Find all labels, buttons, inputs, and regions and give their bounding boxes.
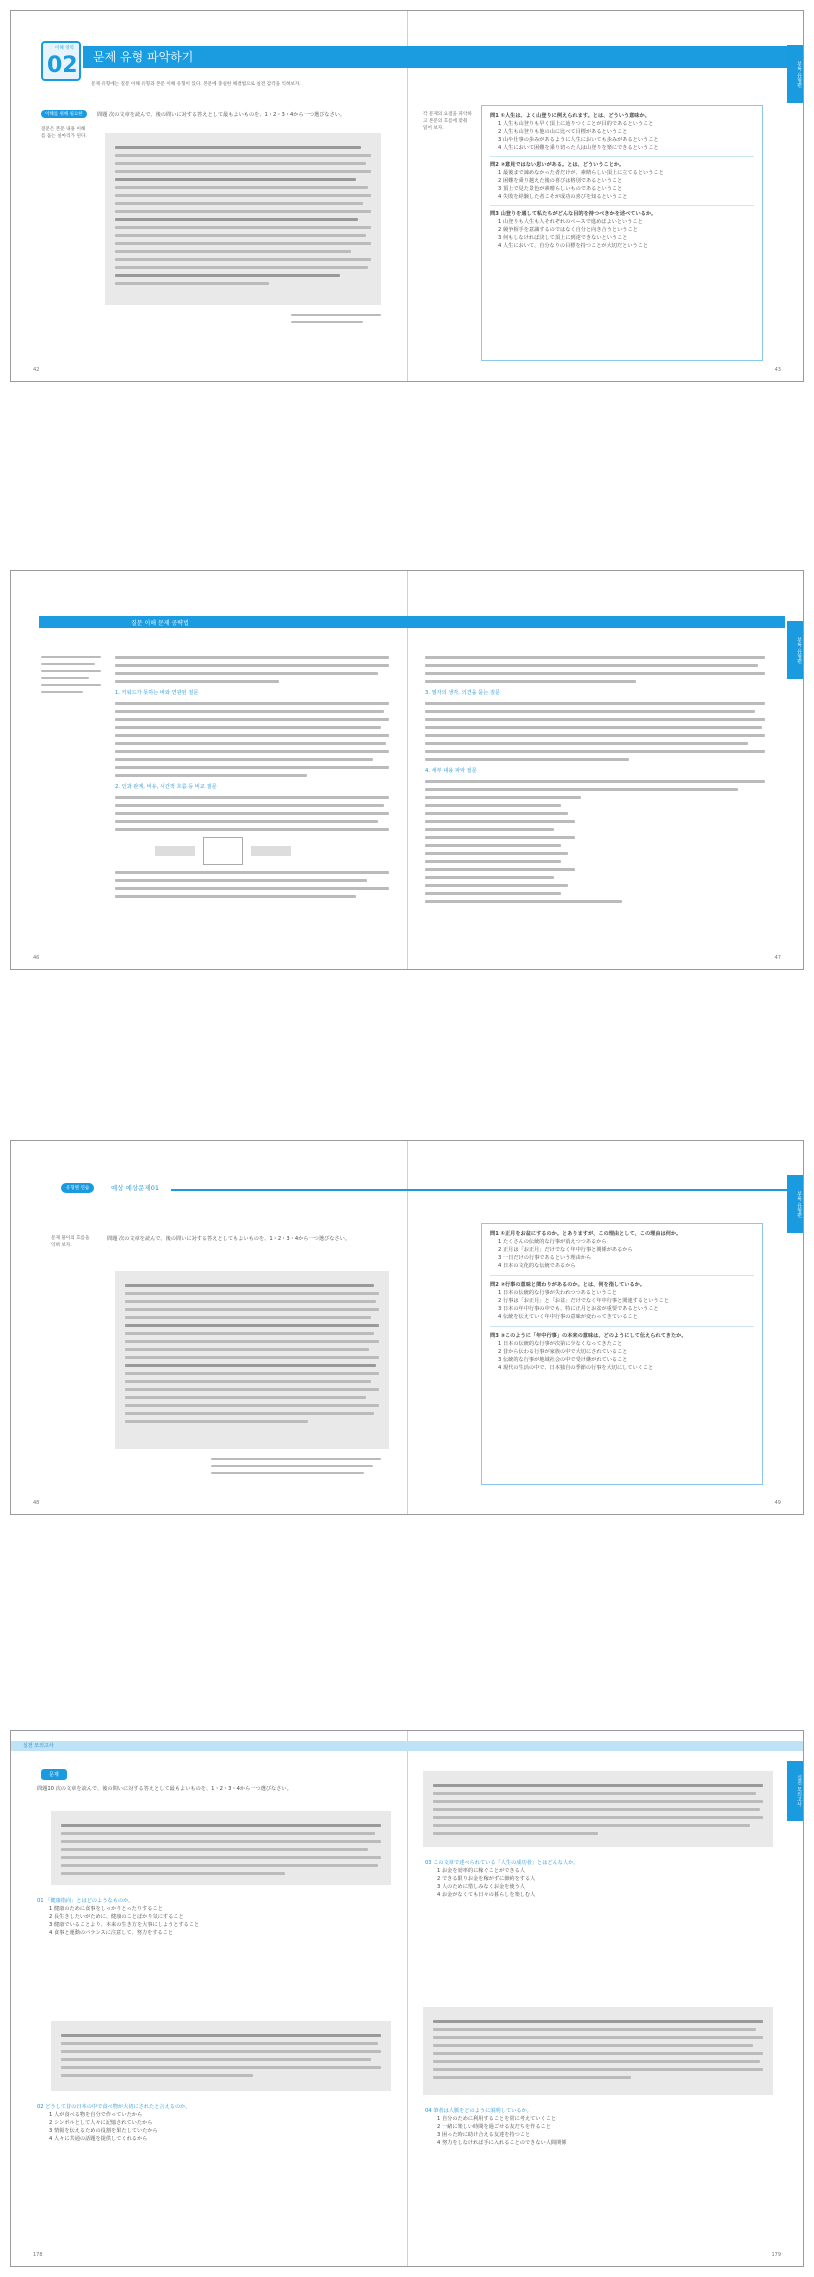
reading-passage — [105, 133, 381, 305]
q1-option[interactable]: 4 日本の文化的な伝統であるから — [498, 1263, 576, 1269]
gutter — [407, 571, 408, 969]
left-note: 문제 풀이의 흐름을 익혀 보자. — [51, 1236, 90, 1248]
section-header: 실전 모의고사 — [23, 1743, 54, 1749]
q02-option[interactable]: 1 人が食べる物を自分で作っていたから — [49, 2112, 143, 2118]
q04-option[interactable]: 2 一緒に楽しい時間を過ごせる友だちを作ること — [437, 2124, 551, 2130]
q2-option[interactable]: 3 日本の年中行事の中でも、特に正月とお盆が重要であるということ — [498, 1306, 659, 1312]
question-3: 問3 山登りを通して私たちがどんな目的を持つべきかを述べているか。 — [490, 211, 657, 217]
spread-3 — [10, 1140, 804, 1515]
question-text: 問題10 次の文章を読んで、後の問いに対する答えとして最もよいものを、1・2・3・4から一つ選びなさい。 — [37, 1786, 292, 1792]
question-tag: 문제 — [41, 1769, 67, 1780]
side-tab[interactable]: 부록 유형편 — [787, 45, 803, 103]
right-body — [425, 651, 765, 908]
q3-option[interactable]: 4 人生において、自分なりの目標を持つことが大切だということ — [498, 243, 649, 249]
q2-option[interactable]: 4 伝統を伝えていく年中行事の意味が変わってきていること — [498, 1314, 638, 1320]
q03-option[interactable]: 4 お金がなくても日々の暮らしを楽しむ人 — [437, 1892, 536, 1898]
q03-option[interactable]: 2 できる限りお金を稼がずに節約をする人 — [437, 1876, 536, 1882]
question-03: 03 この文章で述べられている「人生の成功者」とはどんな人か。 — [425, 1860, 579, 1866]
spread-2 — [10, 570, 804, 970]
question-1: 問1 ①正月をお盆にするのか。とありますが、この理由として、この理由は何か。 — [490, 1231, 682, 1237]
page-number-right: 179 — [771, 2252, 781, 2258]
question-1: 問1 ①人生は、よく山登りに例えられます。とは、どういう意味か。 — [490, 113, 650, 119]
q04-block — [425, 2107, 775, 2147]
right-note: 각 문제의 요점을 파악하고 본문의 흐름에 맞춰 읽어 보자. — [423, 112, 472, 131]
passage-2 — [51, 2021, 391, 2091]
q02-option[interactable]: 3 情報を伝えるための役割を果たしていたから — [49, 2128, 158, 2134]
side-tab[interactable]: 부록 유형편 — [787, 1175, 803, 1233]
q04-option[interactable]: 3 困った時に助け合える友達を持つこと — [437, 2132, 531, 2138]
q3-option[interactable]: 1 日本の伝統的な行事が次第に少なくなってきたこと — [498, 1341, 623, 1347]
gutter — [407, 1731, 408, 2266]
q04-option[interactable]: 1 自分のために利用することを常に考えていくこと — [437, 2116, 557, 2122]
answer-box — [481, 1223, 763, 1485]
q2-option[interactable]: 1 日本の伝統的な行事が失われつつあるということ — [498, 1290, 617, 1296]
q3-option[interactable]: 2 競争相手を意識するのではなく自分と向き合うということ — [498, 227, 638, 233]
answer-box — [481, 105, 763, 361]
section-heading: 2. 인과 관계, 비유, 시간적 흐름 등 비교 질문 — [115, 784, 217, 790]
footnote — [291, 309, 381, 328]
diagram-box — [155, 837, 389, 865]
q03-option[interactable]: 1 お金を効率的に稼ぐことができる人 — [437, 1868, 525, 1874]
page-number-right: 43 — [774, 367, 781, 373]
question-01: 01 「健康指向」とはどのようなものか。 — [37, 1898, 134, 1904]
q3-option[interactable]: 3 何もしなければ決して頂上に到達できないということ — [498, 235, 628, 241]
exercise-banner — [51, 1183, 791, 1197]
q02-block — [37, 2103, 387, 2143]
side-tab[interactable]: 실전 모의고사 — [787, 1761, 803, 1821]
page-number-right: 49 — [774, 1500, 781, 1506]
page-number-left: 46 — [33, 955, 40, 961]
q3-option[interactable]: 2 昔から伝わる行事が家族の中で大切にされていること — [498, 1349, 628, 1355]
q1-option[interactable]: 3 一日だけの行事であるという理由から — [498, 1255, 592, 1261]
spread-4 — [10, 1730, 804, 2267]
lesson-tag: 이해 영역 — [55, 46, 74, 51]
spread-1 — [10, 10, 804, 382]
footnotes — [211, 1453, 381, 1479]
section-heading: 1. 키워드가 뜻하는 바와 연관된 질문 — [115, 690, 199, 696]
q03-block — [425, 1859, 775, 1899]
question-02: 02 どうして昔の日本の中で食べ物が大切にされたと言えるのか。 — [37, 2104, 191, 2110]
left-label: 이해를 위해 필요한 — [41, 110, 87, 118]
page-number-left: 178 — [33, 2252, 43, 2258]
q02-option[interactable]: 2 シンボルとして人々に記憶されていたから — [49, 2120, 153, 2126]
header-bar — [11, 1741, 804, 1751]
q3-option[interactable]: 4 現代の生活の中で、日本独自の季節の行事を大切にしていくこと — [498, 1365, 654, 1371]
q3-option[interactable]: 3 伝統的な行事が地域社会の中で受け継がれていること — [498, 1357, 628, 1363]
q02-option[interactable]: 4 人々に共通の話題を提供してくれるから — [49, 2136, 148, 2142]
exercise-title: 예상 예상문제01 — [111, 1184, 160, 1192]
intro-text: 문제 유형에는 질문 이해 유형과 본문 이해 유형이 있다. 본문에 충실한 해결법으로 실전 감각을 익혀보자. — [91, 82, 301, 87]
q04-option[interactable]: 4 努力をしなければ手に入れることのできない人間関係 — [437, 2140, 567, 2146]
question-3: 問3 ③このように「年中行事」の本来の意味は、どのようにして伝えられてきたか。 — [490, 1333, 687, 1339]
q2-option[interactable]: 3 頂上で見た景色が素晴らしいものであるということ — [498, 186, 623, 192]
q1-option[interactable]: 4 人生において困難を乗り切った人は山登りを楽にできるということ — [498, 145, 659, 151]
q1-option[interactable]: 2 正月は「お正月」だけでなく年中行事と関係があるから — [498, 1247, 633, 1253]
passage-3 — [423, 1771, 773, 1847]
q03-option[interactable]: 3 人のために惜しみなくお金を使う人 — [437, 1884, 525, 1890]
q2-option[interactable]: 2 行事は「お正月」と「お盆」だけでなく年中行事と関連するということ — [498, 1298, 669, 1304]
passage-4 — [423, 2007, 773, 2095]
q01-option[interactable]: 2 長生きしたいがために、健康のことばかり気にすること — [49, 1914, 184, 1920]
q2-option[interactable]: 2 困難を乗り越えた後の喜びは格別であるということ — [498, 178, 623, 184]
section-heading: 3. 필자의 생각, 의견을 묻는 질문 — [425, 690, 500, 696]
exercise-tag: 유형별 연습 — [61, 1183, 94, 1193]
question-text: 問題 次の文章を読んで、後の問いに対する答えとして最もよいものを、1・2・3・4から一つ選びなさい。 — [97, 112, 346, 118]
q1-option[interactable]: 3 山や仕事の歩みがあるように人生においても歩みがあるということ — [498, 137, 659, 143]
page-number-left: 42 — [33, 367, 40, 373]
q01-option[interactable]: 1 健康のために食事をしっかりとったりすること — [49, 1906, 163, 1912]
q01-block — [37, 1897, 387, 1937]
question-04: 04 筆者は人脈をどのように説明しているか。 — [425, 2108, 532, 2114]
lesson-number: 02 — [47, 53, 78, 78]
section-header: 질문 이해 문제 공략법 — [131, 620, 189, 627]
q1-option[interactable]: 1 人生も山登りも早く頂上に辿りつくことが目的であるということ — [498, 121, 654, 127]
page-number-left: 48 — [33, 1500, 40, 1506]
reading-passage — [115, 1271, 389, 1449]
q3-option[interactable]: 1 山登りも人生も人それぞれのペースで進めばよいということ — [498, 219, 643, 225]
section-heading: 4. 세부 내용 파악 질문 — [425, 768, 477, 774]
q01-option[interactable]: 4 食事と運動のバランスに注意して、努力をすること — [49, 1930, 174, 1936]
q1-option[interactable]: 2 人生も山登りも他の山に比べて目標があるということ — [498, 129, 628, 135]
lesson-banner — [41, 41, 781, 87]
page-title: 문제 유형 파악하기 — [93, 50, 194, 64]
left-sidebar-note — [41, 651, 101, 698]
side-tab[interactable]: 부록 유형편 — [787, 621, 803, 679]
q1-option[interactable]: 1 たくさんの伝統的な行事が消えつつあるから — [498, 1239, 607, 1245]
question-2: 問2 ②意見ではない思いがある。とは、どういうことか。 — [490, 162, 625, 168]
q2-option[interactable]: 1 最後まで諦めなかった者だけが、素晴らしい頂上に立てるということ — [498, 170, 664, 176]
left-body — [115, 651, 389, 903]
q2-option[interactable]: 4 失敗を経験した者こそが成功の喜びを知るということ — [498, 194, 628, 200]
question-2: 問2 ②行事の意味と関わりがあるのか。とは、何を指しているか。 — [490, 1282, 646, 1288]
page-number-right: 47 — [774, 955, 781, 961]
passage-1 — [51, 1811, 391, 1885]
left-note: 질문은 본문 내용 이해를 돕는 실마리가 된다. — [41, 127, 87, 139]
question-text: 問題 次の文章を読んで、後の問いに対する答えとしてもよいものを、1・2・3・4から一つ選びなさい。 — [107, 1236, 350, 1242]
q01-option[interactable]: 3 健康でいることより、本来の生き方を大事にしようとすること — [49, 1922, 200, 1928]
